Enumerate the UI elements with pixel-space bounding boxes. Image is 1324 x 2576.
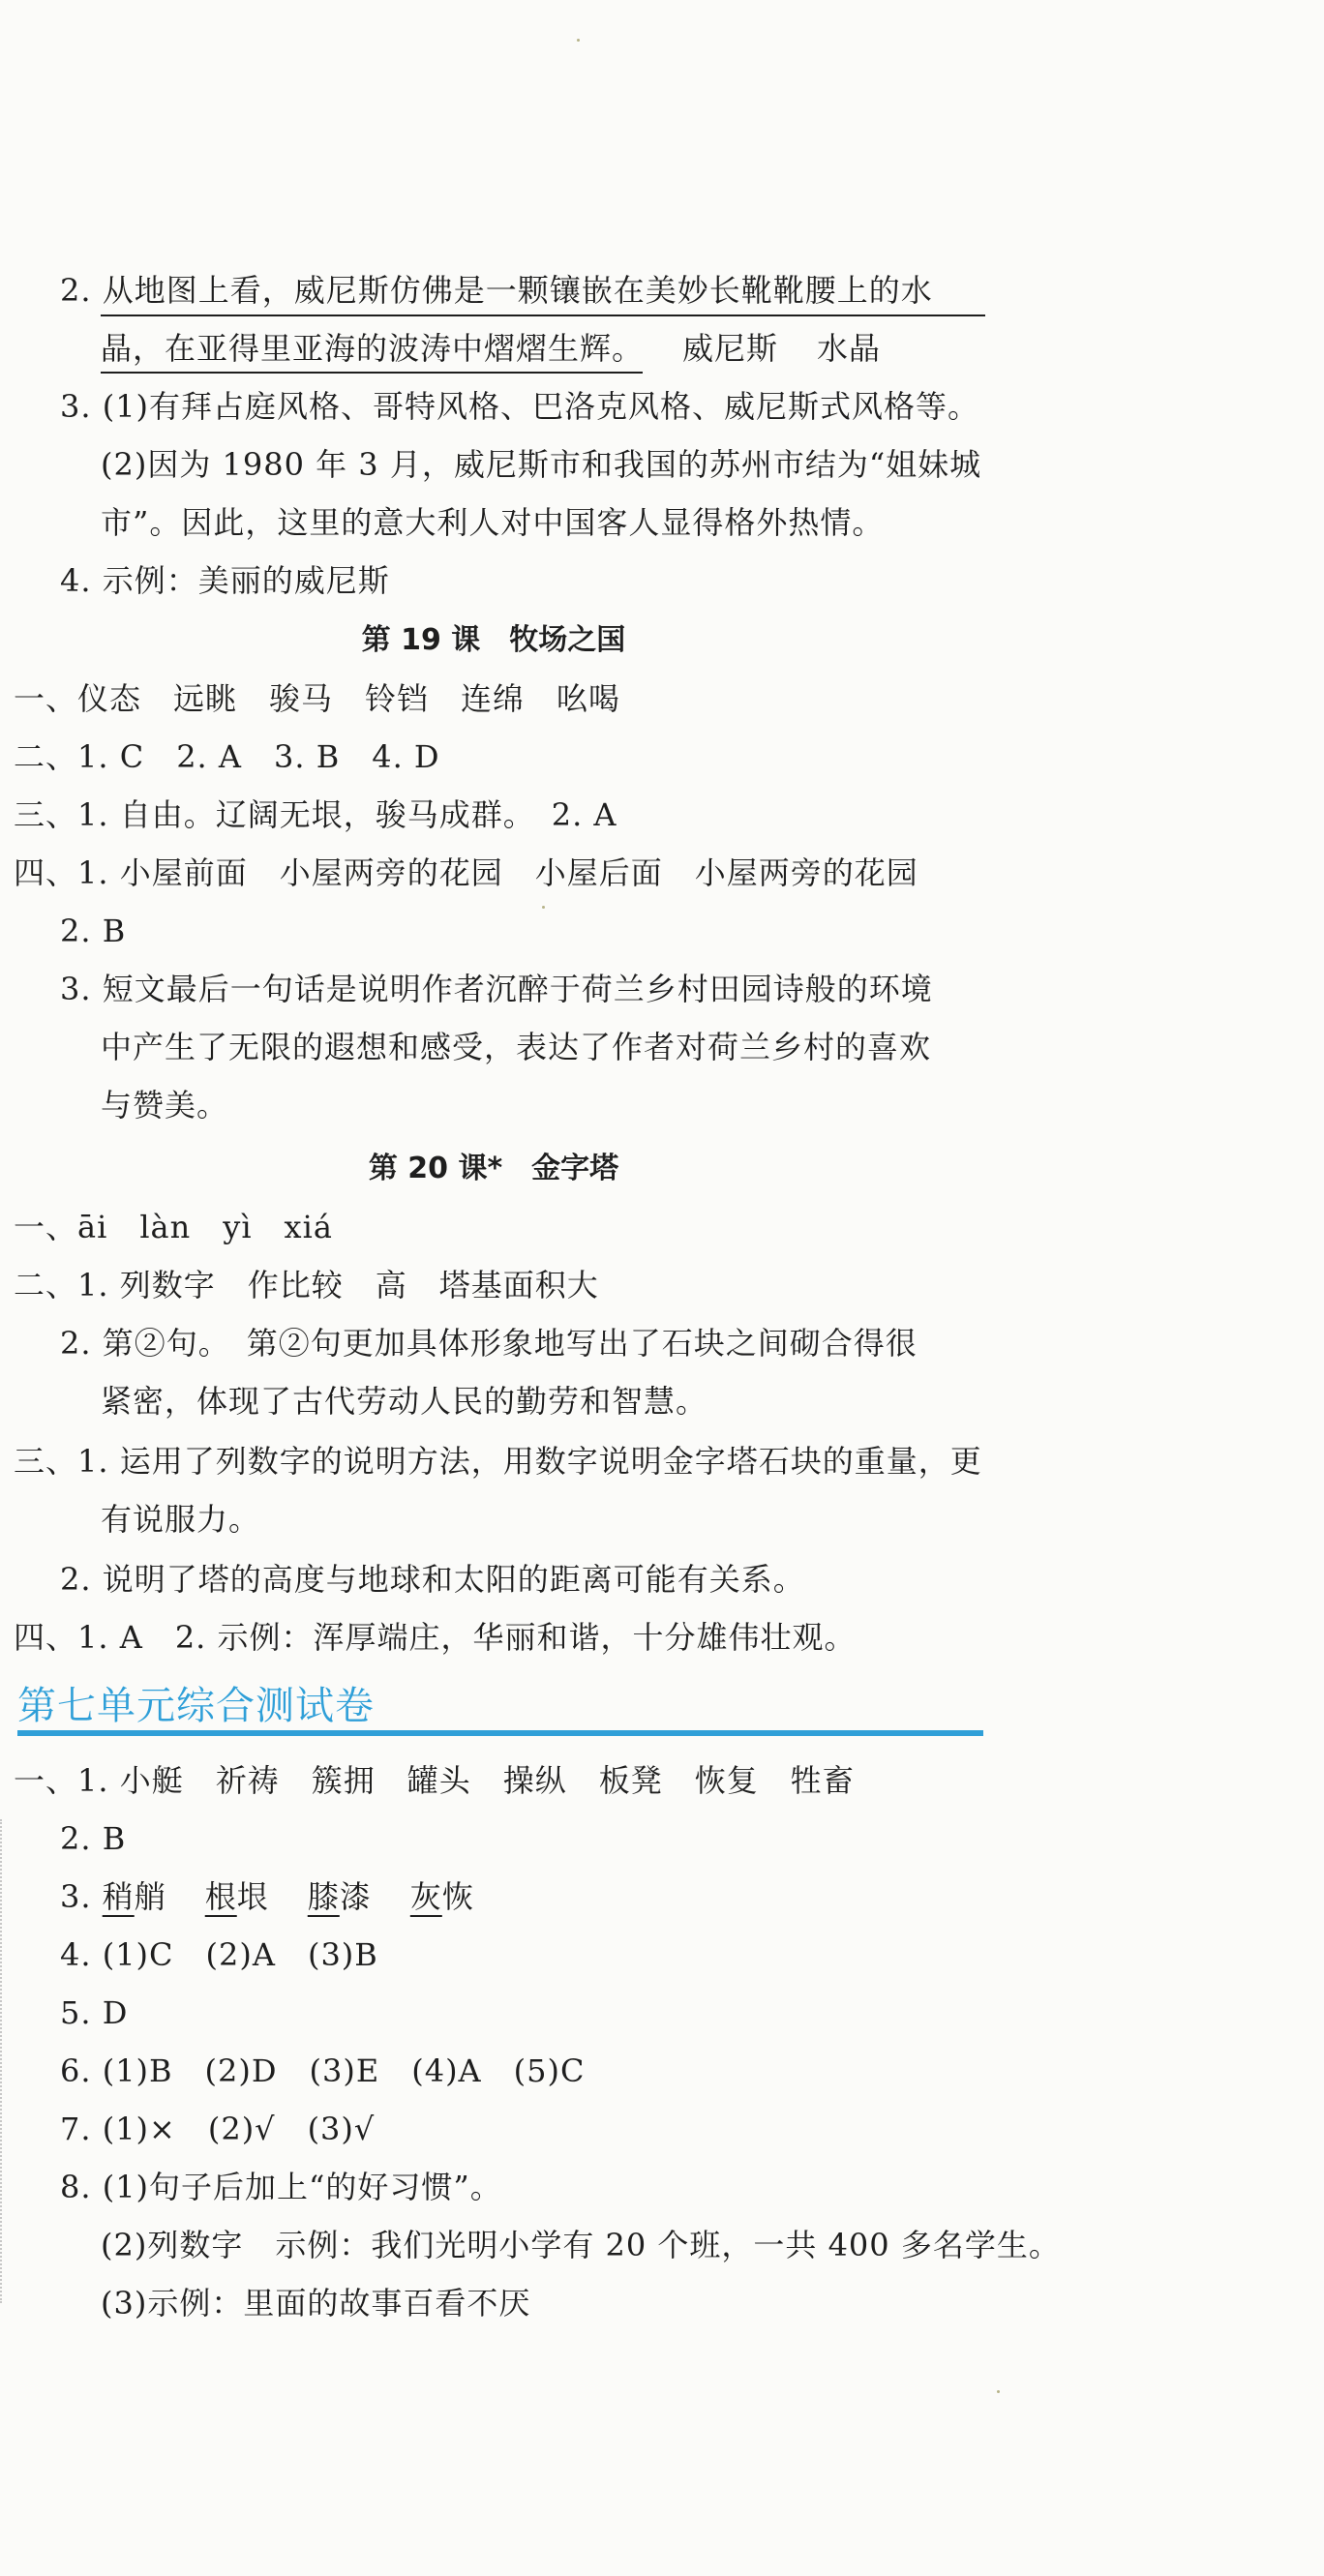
answer-line: 四、1. 小屋前面 小屋两旁的花园 小屋后面 小屋两旁的花园 <box>14 854 918 891</box>
answer-line: 一、仪态 远眺 骏马 铃铛 连绵 吆喝 <box>14 680 621 717</box>
answer-term: 水晶 <box>817 330 882 367</box>
answer-line: 一、āi làn yì xiá <box>14 1209 333 1245</box>
answer-line: 市”。因此，这里的意大利人对中国客人显得格外热情。 <box>101 504 885 541</box>
underline-rule <box>101 372 643 374</box>
answer-line: 2. 从地图上看，威尼斯仿佛是一颗镶嵌在美妙长靴靴腰上的水 <box>60 272 933 309</box>
char: 恢 <box>441 1878 474 1915</box>
answer-line: 三、1. 运用了列数字的说明方法，用数字说明金字塔石块的重量，更 <box>14 1443 982 1480</box>
underline-rule <box>101 315 985 316</box>
answer-line <box>101 327 881 370</box>
speck <box>997 2390 1000 2393</box>
speck <box>542 906 545 909</box>
speck <box>577 39 580 42</box>
underlined-char: 根 <box>204 1878 237 1915</box>
answer-line: 有说服力。 <box>101 1501 261 1538</box>
answer-line: 三、1. 自由。辽阔无垠，骏马成群。 2. A <box>14 796 617 833</box>
unit-title: 第七单元综合测试卷 <box>17 1684 375 1728</box>
answer-line: (2)因为 1980 年 3 月，威尼斯市和我国的苏州市结为“姐妹城 <box>101 446 982 483</box>
underlined-char: 膝 <box>307 1878 340 1915</box>
answer-line <box>60 1875 474 1918</box>
answer-line: 4. 示例：美丽的威尼斯 <box>60 562 390 599</box>
underlined-sentence: 晶，在亚得里亚海的波涛中熠熠生辉。 <box>101 330 645 367</box>
answer-line: 7. (1)× (2)√ (3)√ <box>60 2111 376 2147</box>
answer-line: 2. 说明了塔的高度与地球和太阳的距离可能有关系。 <box>60 1561 805 1598</box>
answer-line: 二、1. C 2. A 3. B 4. D <box>14 738 440 775</box>
answer-line: (3)示例：里面的故事百看不厌 <box>101 2285 531 2321</box>
lesson-heading: 第 20 课* 金字塔 <box>368 1152 619 1185</box>
char: 漆 <box>339 1878 372 1915</box>
answer-line: 2. B <box>60 913 127 949</box>
underlined-char: 灰 <box>409 1878 442 1915</box>
answer-line: 8. (1)句子后加上“的好习惯”。 <box>60 2169 502 2205</box>
answer-line: 3. (1)有拜占庭风格、哥特风格、巴洛克风格、威尼斯式风格等。 <box>60 388 980 425</box>
answer-line: 紧密，体现了古代劳动人民的勤劳和智慧。 <box>101 1383 708 1420</box>
answer-line: 6. (1)B (2)D (3)E (4)A (5)C <box>60 2052 586 2089</box>
underlined-char: 稍 <box>102 1878 135 1915</box>
answer-line: 与赞美。 <box>101 1087 229 1123</box>
answer-line: 4. (1)C (2)A (3)B <box>60 1936 378 1973</box>
char: 垠 <box>236 1878 269 1915</box>
page-edge-dots <box>0 1819 2 2303</box>
answer-line: 中产生了无限的遐想和感受，表达了作者对荷兰乡村的喜欢 <box>101 1029 932 1065</box>
answer-line: 5. D <box>60 1994 129 2031</box>
answer-line: 二、1. 列数字 作比较 高 塔基面积大 <box>14 1267 599 1303</box>
answer-line: 2. 第②句。 第②句更加具体形象地写出了石块之间砌合得很 <box>60 1325 918 1362</box>
answer-line: 一、1. 小艇 祈祷 簇拥 罐头 操纵 板凳 恢复 牲畜 <box>14 1762 855 1799</box>
char: 艄 <box>134 1878 166 1915</box>
answer-line: 四、1. A 2. 示例：浑厚端庄，华丽和谐，十分雄伟壮观。 <box>14 1619 857 1656</box>
lesson-heading: 第 19 课 牧场之国 <box>361 623 626 657</box>
answer-line: 3. 短文最后一句话是说明作者沉醉于荷兰乡村田园诗般的环境 <box>60 971 933 1007</box>
unit-title-rule <box>17 1730 983 1736</box>
answer-term: 威尼斯 <box>682 330 779 367</box>
answer-line: 2. B <box>60 1820 127 1857</box>
item-number: 3. <box>60 1878 92 1915</box>
answer-line: (2)列数字 示例：我们光明小学有 20 个班，一共 400 多名学生。 <box>101 2227 1061 2263</box>
